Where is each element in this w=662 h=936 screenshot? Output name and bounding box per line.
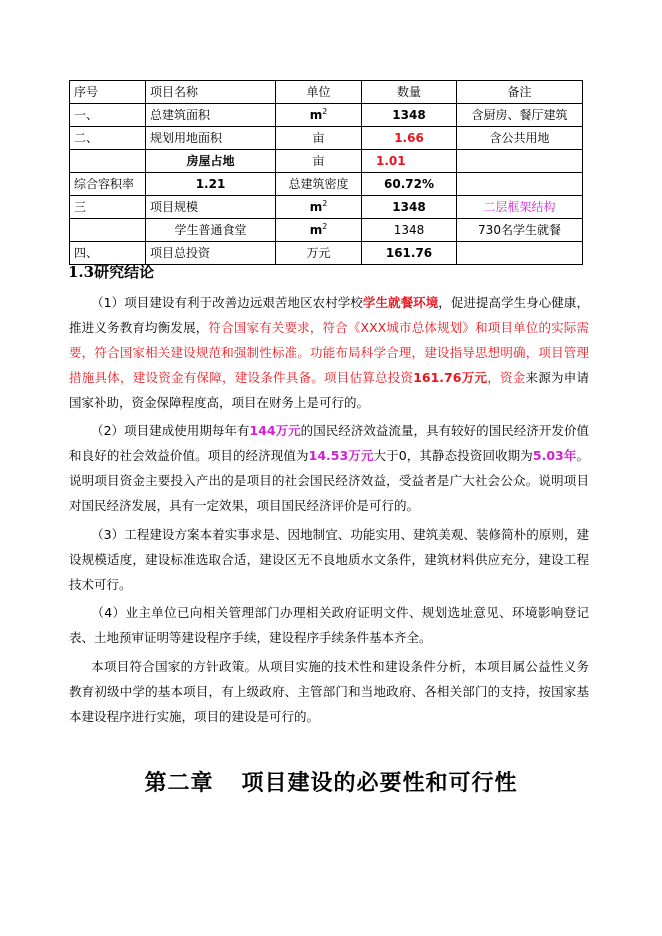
row-no — [70, 150, 146, 173]
row-no — [70, 219, 146, 242]
table-row — [70, 150, 583, 173]
p1-text-f: ，资金 — [487, 370, 526, 385]
chapter-heading — [0, 766, 662, 797]
row-qty: 1348 — [362, 104, 457, 127]
row-note — [457, 242, 583, 265]
conclusion-paragraph-4 — [69, 600, 589, 650]
p2-highlight-annual-benefit: 144万元 — [249, 423, 301, 438]
table-row — [70, 219, 583, 242]
row-name: 项目总投资 — [146, 242, 276, 265]
row-unit — [276, 104, 362, 127]
unit-text: m — [309, 200, 323, 214]
p2-text-c: 的国民经济效益流量，具有较好的国民经济开发价值和良好的社会效益价值。项目的经济现值为 — [69, 423, 589, 463]
row-no: 一、 — [70, 104, 146, 127]
unit-superscript: 2 — [322, 199, 328, 208]
conclusion-paragraph-1 — [69, 290, 589, 415]
row-name: 总建筑面积 — [146, 104, 276, 127]
p1-text-g: 来源为申请国家补助，资金保障程度高，项目在财务上是可行的。 — [69, 370, 589, 410]
row-name: 学生普通食堂 — [146, 219, 276, 242]
row-unit: 亩 — [276, 127, 362, 150]
p1-text-c: ，促进提高学生身心健康，推进义务教育均衡发展， — [69, 295, 589, 335]
header-qty: 数量 — [362, 81, 457, 104]
unit-text: m — [309, 108, 323, 122]
p1-highlight-environment: 学生就餐环境 — [362, 295, 439, 310]
row-qty: 1348 — [362, 196, 457, 219]
row-qty: 1.01 — [362, 150, 457, 173]
header-no: 序号 — [70, 81, 146, 104]
conclusion-paragraph-3 — [69, 522, 589, 597]
row-no: 综合容积率 — [70, 173, 146, 196]
unit-superscript: 2 — [322, 222, 328, 231]
header-name: 项目名称 — [146, 81, 276, 104]
chapter-title: 项目建设的必要性和可行性 — [241, 770, 518, 796]
p2-text-e: 大于0，其静态投资回收期为 — [373, 448, 533, 463]
row-qty: 161.76 — [362, 242, 457, 265]
section-title: 1.3研究结论 — [68, 263, 155, 281]
p5-text: 本项目符合国家的方针政策。从项目实施的技术性和建设条件分析，本项目属公益性义务教育初级中学的基本项目，有上级政府、主管部门和当地政府、各相关部门的支持，按国家基本建设程序进行实施，项目的建设是可行的。 — [69, 659, 589, 724]
row-unit — [276, 196, 362, 219]
table-header-row — [70, 81, 583, 104]
row-unit — [276, 219, 362, 242]
row-note: 二层框架结构 — [457, 196, 583, 219]
row-qty: 60.72% — [362, 173, 457, 196]
row-note — [457, 173, 583, 196]
row-unit: 万元 — [276, 242, 362, 265]
table-row — [70, 173, 583, 196]
p2-highlight-present-value: 14.53万元 — [308, 448, 374, 463]
p1-text-compliance: 符合国家有关要求，符合《XXX城市总体规划》和项目单位的实际需要，符合国家相关建设规范和强制性标准。功能布局科学合理，建设指导思想明确，项目管理措施具体，建设资金有保障，建设条件具备。项目估算总投资 — [69, 320, 589, 385]
row-name: 规划用地面积 — [146, 127, 276, 150]
p2-text-a: （2）项目建成使用期每年有 — [91, 423, 250, 438]
table-row — [70, 127, 583, 150]
row-unit: 总建筑密度 — [276, 173, 362, 196]
row-note — [457, 150, 583, 173]
table-row — [70, 196, 583, 219]
row-note: 含公共用地 — [457, 127, 583, 150]
unit-superscript: 2 — [322, 107, 328, 116]
row-name: 1.21 — [146, 173, 276, 196]
row-no: 三 — [70, 196, 146, 219]
p3-text: （3）工程建设方案本着实事求是、因地制宜、功能实用、建筑美观、装修简朴的原则，建设规模适度，建设标准选取合适，建设区无不良地质水文条件，建筑材料供应充分，建设工程技术可行。 — [69, 527, 589, 592]
conclusion-paragraph-5 — [69, 654, 589, 729]
row-name: 房屋占地 — [146, 150, 276, 173]
p2-text-g: 。说明项目资金主要投入产出的是项目的社会国民经济效益，受益者是广大社会公众。说明项目对国民经济发展，具有一定效果，项目国民经济评价是可行的。 — [69, 448, 589, 513]
row-name: 项目规模 — [146, 196, 276, 219]
p2-highlight-payback: 5.03年 — [532, 448, 577, 463]
unit-text: m — [309, 223, 323, 237]
header-unit: 单位 — [276, 81, 362, 104]
row-unit: 亩 — [276, 150, 362, 173]
chapter-label: 第二章 — [144, 770, 214, 796]
p4-text: （4）业主单位已向相关管理部门办理相关政府证明文件、规划选址意见、环境影响登记表、土地预审证明等建设程序手续，建设程序手续条件基本齐全。 — [69, 605, 589, 645]
table-row — [70, 104, 583, 127]
row-note: 含厨房、餐厅建筑 — [457, 104, 583, 127]
row-no: 二、 — [70, 127, 146, 150]
project-summary-table — [69, 80, 583, 265]
p1-text-a: （1）项目建设有利于改善边远艰苦地区农村学校 — [91, 295, 363, 310]
row-no: 四、 — [70, 242, 146, 265]
row-qty: 1.66 — [362, 127, 457, 150]
header-note: 备注 — [457, 81, 583, 104]
p1-highlight-investment: 161.76万元 — [413, 370, 488, 385]
row-note: 730名学生就餐 — [457, 219, 583, 242]
row-qty: 1348 — [362, 219, 457, 242]
conclusion-paragraph-2 — [69, 418, 589, 518]
